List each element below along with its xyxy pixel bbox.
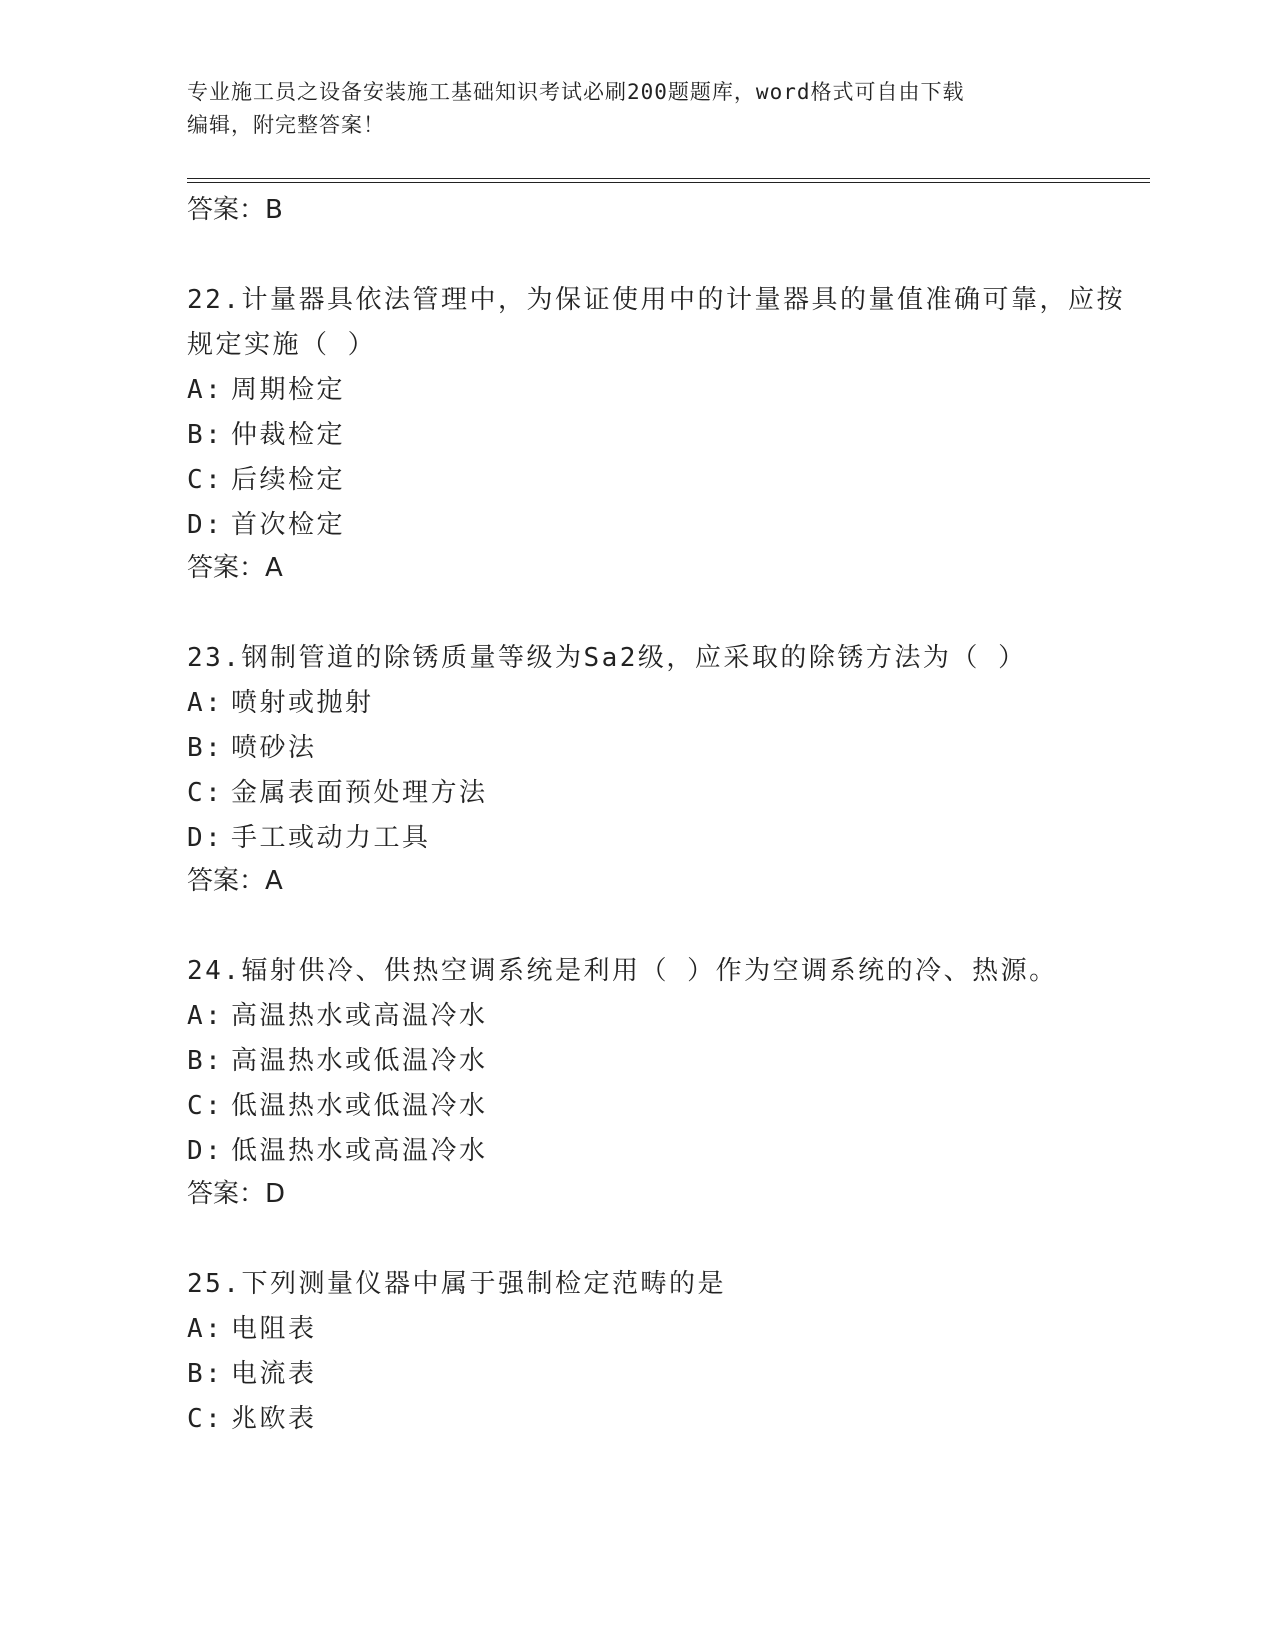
header-rule-bottom [187,182,1150,183]
option-c [187,771,1147,816]
option-b [187,413,1147,458]
question-24 [187,949,1147,1214]
option-text: 高温热水或高温冷水 [231,1001,488,1031]
answer-line: 答案：A [187,553,283,583]
option-letter: B: [187,1046,224,1076]
question-23 [187,636,1147,901]
option-text: 后续检定 [231,465,346,495]
option-b [187,1039,1147,1084]
option-a [187,1307,1147,1352]
option-letter: D: [187,823,224,853]
option-letter: C: [187,778,224,808]
header-line-2: 编辑，附完整答案！ [187,113,385,137]
option-text: 兆欧表 [231,1404,317,1434]
option-text: 电阻表 [231,1314,317,1344]
question-25 [187,1262,1147,1442]
option-b [187,1352,1147,1397]
option-letter: C: [187,1404,224,1434]
option-a [187,368,1147,413]
option-text: 金属表面预处理方法 [231,778,488,808]
option-text: 周期检定 [231,375,346,405]
option-a [187,994,1147,1039]
option-letter: D: [187,1136,224,1166]
header-rule-top [187,178,1150,179]
option-d [187,1129,1147,1174]
question-text: 23.钢制管道的除锈质量等级为Sa2级，应采取的除锈方法为（ ） [187,643,1027,673]
option-letter: B: [187,733,224,763]
option-letter: C: [187,465,224,495]
question-22 [187,278,1147,588]
option-b [187,726,1147,771]
header-line-1: 专业施工员之设备安装施工基础知识考试必刷200题题库，word格式可自由下载 [187,80,965,104]
option-text: 喷射或抛射 [231,688,374,718]
option-c [187,1084,1147,1129]
option-text: 低温热水或高温冷水 [231,1136,488,1166]
option-text: 电流表 [231,1359,317,1389]
question-text: 25.下列测量仪器中属于强制检定范畴的是 [187,1269,726,1299]
answer-line: 答案：D [187,1179,286,1209]
question-list [187,190,1147,1490]
question-text: 24.辐射供冷、供热空调系统是利用（ ）作为空调系统的冷、热源。 [187,956,1058,986]
option-letter: B: [187,1359,224,1389]
option-letter: A: [187,1001,224,1031]
option-c [187,1397,1147,1442]
option-text: 手工或动力工具 [231,823,431,853]
option-a [187,681,1147,726]
option-text: 高温热水或低温冷水 [231,1046,488,1076]
question-text: 22.计量器具依法管理中，为保证使用中的计量器具的量值准确可靠，应按规定实施（ ） [187,285,1125,360]
option-letter: B: [187,420,224,450]
option-text: 喷砂法 [231,733,317,763]
option-letter: C: [187,1091,224,1121]
option-c [187,458,1147,503]
option-text: 低温热水或低温冷水 [231,1091,488,1121]
option-d [187,816,1147,861]
option-letter: A: [187,688,224,718]
option-letter: A: [187,375,224,405]
option-letter: D: [187,510,224,540]
document-header [187,76,1087,142]
option-letter: A: [187,1314,224,1344]
option-d [187,503,1147,548]
answer-line: 答案：A [187,866,283,896]
previous-answer: 答案：B [187,195,283,225]
option-text: 仲裁检定 [231,420,346,450]
option-text: 首次检定 [231,510,346,540]
